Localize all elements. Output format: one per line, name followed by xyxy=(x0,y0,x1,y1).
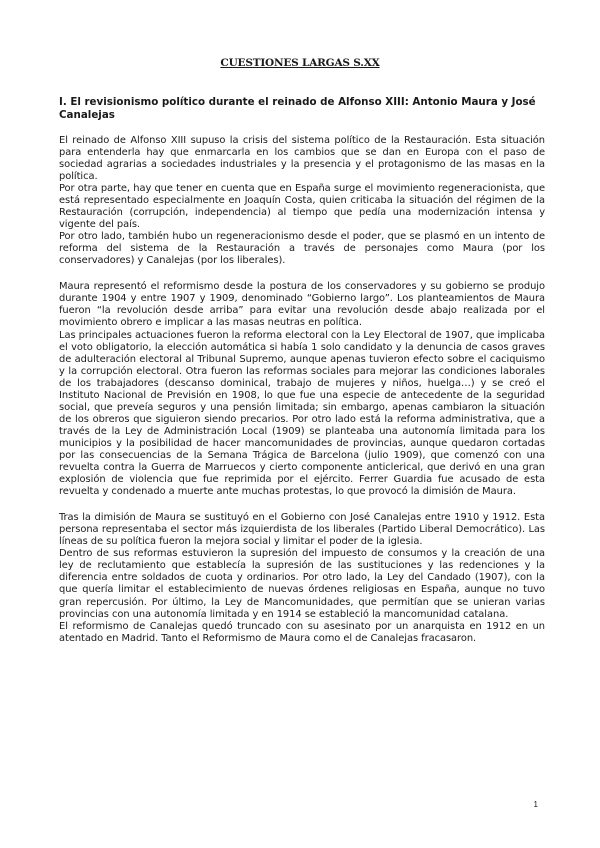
canalejas-block xyxy=(59,512,545,645)
paragraph: Las principales actuaciones fueron la reforma electoral con la Ley Electoral de 1907, que implicaba el voto obligatorio, la elección automática si había 1 solo candidato y la denuncia de casos graves de adulteración electoral al Tribunal Supremo, aunque apenas tuvieron efecto sobre el caciquismo y la corrupción electoral. Otra fueron las reformas sociales para mejorar las condiciones laborales de los trabajadores (descanso dominical, trabajo de mujeres y niños, huelga…) y se creó el Instituto Nacional de Previsión en 1908, lo que fue una especie de antecedente de la seguridad social, que preveía seguros y una pensión limitada; sin embargo, apenas cambiaron la situación de los obreros que siguieron siendo precarios. Por otro lado está la reforma administrativa, que a través de la Ley de Administración Local (1909) se planteaba una autonomía limitada para los municipios y la posibilidad de hacer mancomunidades de provincias, aunque quedaron cortadas por las consecuencias de la Semana Trágica de Barcelona (julio 1909), que comenzó con una revuelta contra la Guerra de Marruecos y cierto componente anticlerical, que derivó en una gran explosión de violencia que fue reprimida por el ejército. Ferrer Guardia fue acusado de esta revuelta y condenado a muerte ante muchas protestas, lo que provocó la dimisión de Maura. xyxy=(59,329,545,498)
paragraph: El reinado de Alfonso XIII supuso la crisis del sistema político de la Restauración. Esta situación para entenderla hay que enmarcarla en los cambios que se dan en Europa con el paso de sociedad agrarias a sociedades industriales y la presencia y el protagonismo de las masas en la política. xyxy=(59,134,545,182)
document-title: CUESTIONES LARGAS S.XX xyxy=(220,57,380,69)
paragraph: Por otro lado, también hubo un regeneracionismo desde el poder, que se plasmó en un intento de reforma del sistema de la Restauración a través de personajes como Maura (por los conservadores) y Canalejas (por los liberales). xyxy=(59,231,545,267)
paragraph: El reformismo de Canalejas quedó truncado con su asesinato por un anarquista en 1912 en un atentado en Madrid. Tanto el Reformismo de Maura como el de Canalejas fracasaron. xyxy=(59,620,545,644)
paragraph: Tras la dimisión de Maura se sustituyó en el Gobierno con José Canalejas entre 1910 y 1912. Esta persona representaba el sector más izquierdista de los liberales (Partido Liberal Democrático). Las líneas de su política fueron la mejora social y limitar el poder de la iglesia. xyxy=(59,512,545,548)
paragraph: Dentro de sus reformas estuvieron la supresión del impuesto de consumos y la creación de una ley de reclutamiento que establecía la supresión de las sustituciones y las redenciones y la diferencia entre soldados de cuota y ordinarios. Por otro lado, la Ley del Candado (1907), con la que quería limitar el establecimiento de nuevas órdenes religiosas en España, aunque no tuvo gran repercusión. Por último, la Ley de Mancomunidades, que permitían que se unieran varias provincias con una autonomía limitada y en 1914 se estableció la mancomunidad catalana. xyxy=(59,548,545,620)
paragraph: Por otra parte, hay que tener en cuenta que en España surge el movimiento regeneracionista, que está representado especialmente en Joaquín Costa, quien criticaba la situación del régimen de la Restauración (corrupción, independencia) al tiempo que pedía una modernización intensa y vigente del país. xyxy=(59,183,545,231)
section-heading: I. El revisionismo político durante el reinado de Alfonso XIII: Antonio Maura y José Canalejas xyxy=(59,96,536,122)
paragraph: Maura representó el reformismo desde la postura de los conservadores y su gobierno se produjo durante 1904 y entre 1907 y 1909, denominado “Gobierno largo”. Los planteamientos de Maura fueron “la revolución desde arriba” para evitar una revolución desde abajo realizada por el movimiento obrero e implicar a las masas neutras en política. xyxy=(59,281,545,329)
intro-block xyxy=(59,135,545,268)
maura-block xyxy=(59,281,545,498)
document-body xyxy=(59,96,545,659)
page-number: 1 xyxy=(533,800,538,809)
